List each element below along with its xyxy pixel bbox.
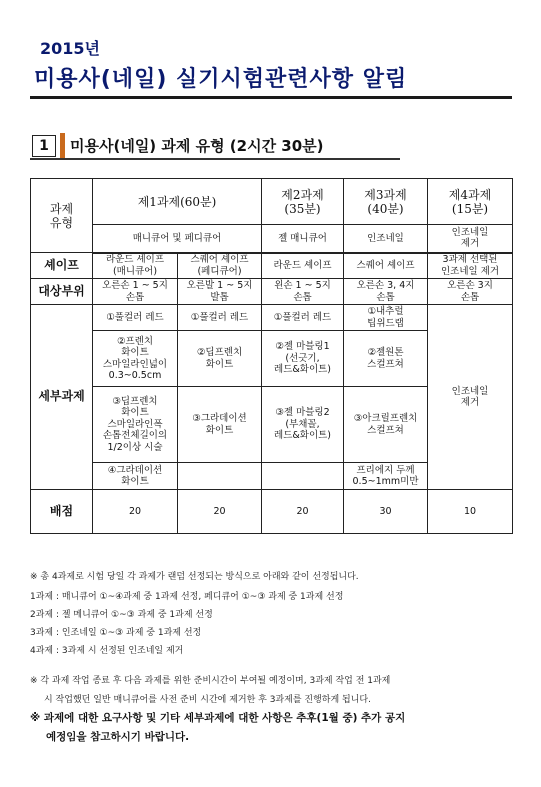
page-title: 미용사(네일) 실기시험관련사항 알림	[34, 67, 408, 92]
target-cell: 왼손 1 ~ 5지 손톱	[262, 279, 344, 305]
score-cell: 10	[428, 490, 513, 534]
row-header-detail: 세부과제	[31, 305, 93, 490]
note-line: 1과제 : 매니큐어 ①~④과제 중 1과제 선정, 페디큐어 ①~③ 과제 중 1과제 선정	[30, 592, 344, 602]
score-cell: 20	[262, 490, 344, 534]
mani-detail-2: ②프렌치 화이트 스마일라인넓이 0.3~0.5cm	[93, 331, 178, 387]
pedi-detail-2: ②딥프렌치 화이트	[178, 331, 262, 387]
task-4-header: 제4과제 (15분)	[428, 179, 513, 225]
score-cell: 20	[93, 490, 178, 534]
score-cell: 20	[178, 490, 262, 534]
task-1-header: 제1과제(60분)	[93, 179, 262, 225]
artificial-detail-4: 프리에지 두께 0.5~1mm미만	[344, 463, 428, 490]
score-cell: 30	[344, 490, 428, 534]
note-line: ※ 총 4과제로 시험 당일 각 과제가 랜덤 선정되는 방식으로 아래와 같이 선정됩니다.	[30, 572, 359, 582]
title-underline	[30, 96, 512, 99]
task-2-header: 제2과제 (35분)	[262, 179, 344, 225]
gel-detail-empty	[262, 463, 344, 490]
shape-cell: 스퀘어 셰이프 (페디큐어)	[178, 253, 262, 279]
year-label: 2015년	[40, 39, 100, 58]
bold-note-line: 예정임을 참고하시기 바랍니다.	[46, 731, 190, 743]
gel-detail-3: ③젤 마블링2 (부채꼴, 레드&화이트)	[262, 387, 344, 463]
row-header-score: 배점	[31, 490, 93, 534]
artificial-detail-2: ②젤원톤 스컬프쳐	[344, 331, 428, 387]
pedi-detail-empty	[178, 463, 262, 490]
task-2-subtype: 젤 매니큐어	[262, 225, 344, 253]
note-line: ※ 각 과제 작업 종료 후 다음 과제를 위한 준비시간이 부여될 예정이며, 3과제 작업 전 1과제	[30, 676, 391, 686]
note-line: 시 작업했던 일반 매니큐어를 사전 준비 시간에 제거한 후 3과제를 진행하게 됩니다.	[44, 695, 371, 705]
task-4-subtype: 인조네일 제거	[428, 225, 513, 253]
task-3-subtype: 인조네일	[344, 225, 428, 253]
task-3-header: 제3과제 (40분)	[344, 179, 428, 225]
mani-detail-3: ③딥프렌치 화이트 스마일라인폭 손톱전체길이의 1/2이상 시술	[93, 387, 178, 463]
artificial-detail-1: ①내추럴 팁위드랩	[344, 305, 428, 331]
section-underline	[30, 158, 400, 160]
shape-cell: 스퀘어 셰이프	[344, 253, 428, 279]
artificial-detail-3: ③아크릴프렌치 스컬프쳐	[344, 387, 428, 463]
row-header-type: 과제 유형	[31, 179, 93, 253]
target-cell: 오른발 1 ~ 5지 발톱	[178, 279, 262, 305]
row-header-target: 대상부위	[31, 279, 93, 305]
mani-detail-1: ①풀컬러 레드	[93, 305, 178, 331]
note-line: 4과제 : 3과제 시 선정된 인조네일 제거	[30, 646, 184, 656]
shape-cell: 라운드 셰이프 (매니큐어)	[93, 253, 178, 279]
gel-detail-2: ②젤 마블링1 (선긋기, 레드&화이트)	[262, 331, 344, 387]
note-line: 3과제 : 인조네일 ①~③ 과제 중 1과제 선정	[30, 628, 202, 638]
note-line: 2과제 : 젤 메니큐어 ①~③ 과제 중 1과제 선정	[30, 610, 213, 620]
shape-cell: 3과제 선택된 인조네일 제거	[428, 253, 513, 279]
target-cell: 오른손 3, 4지 손톱	[344, 279, 428, 305]
row-header-shape: 셰이프	[31, 253, 93, 279]
shape-cell: 라운드 셰이프	[262, 253, 344, 279]
section-number: 1	[32, 135, 56, 157]
section-accent-bar	[60, 133, 65, 159]
pedi-detail-3: ③그라데이션 화이트	[178, 387, 262, 463]
gel-detail-1: ①풀컬러 레드	[262, 305, 344, 331]
removal-detail: 인조네일 제거	[428, 305, 513, 490]
mani-detail-4: ④그라데이션 화이트	[93, 463, 178, 490]
task-1-subtype: 매니큐어 및 페디큐어	[93, 225, 262, 253]
task-table	[30, 178, 513, 534]
target-cell: 오른손 3지 손톱	[428, 279, 513, 305]
section-title: 미용사(네일) 과제 유형 (2시간 30분)	[70, 137, 324, 155]
bold-note-line: ※ 과제에 대한 요구사항 및 기타 세부과제에 대한 사항은 추후(1월 중) 추가 공지	[30, 712, 406, 724]
pedi-detail-1: ①풀컬러 레드	[178, 305, 262, 331]
target-cell: 오른손 1 ~ 5지 손톱	[93, 279, 178, 305]
